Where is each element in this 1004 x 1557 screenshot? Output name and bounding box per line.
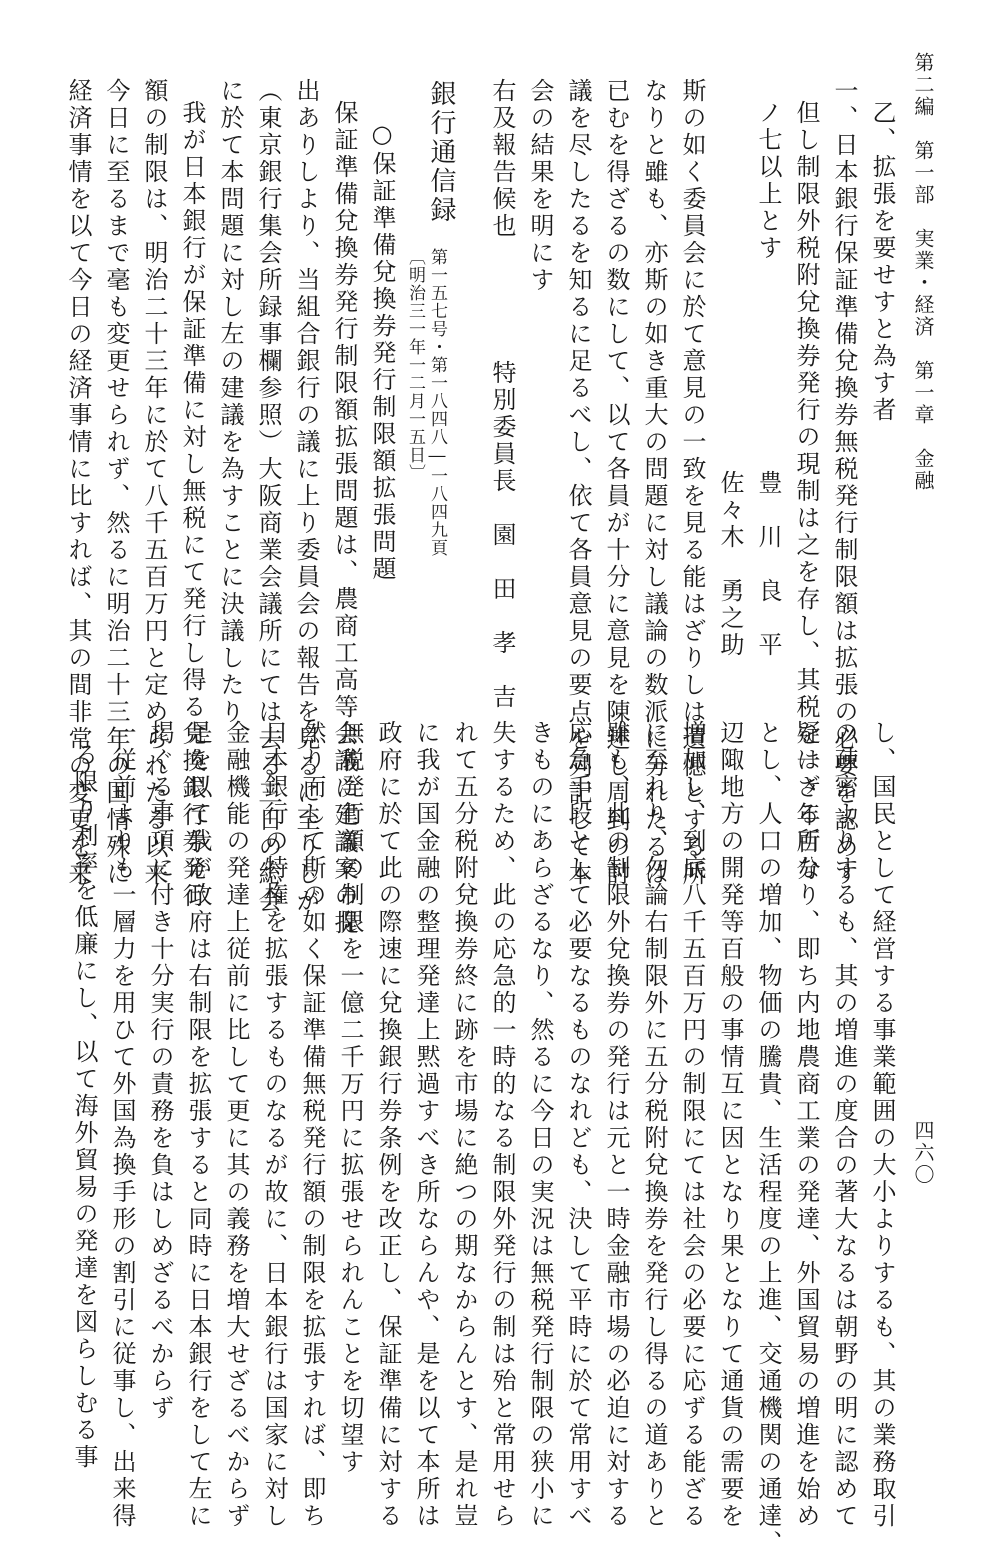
paragraph-line: 雖も、此の制限外兌換券の発行は元と一時金融市場の必迫に対する xyxy=(602,720,630,1530)
paragraph-line: の疎密よりするも、其の増進の度合の著大なるは朝野の明に認めて xyxy=(830,720,858,1530)
paragraph-line: 無税発行額の制限を一億二千万円に拡張せられんことを切望す xyxy=(336,720,364,1476)
paragraph-line: に至れり、勿論右制限外に五分税附兌換券を発行し得るの道ありと xyxy=(640,720,668,1530)
citation-date: 〔明治三一年一二月一五日〕 xyxy=(405,248,425,482)
section-title: 銀行通信録 xyxy=(426,80,456,225)
paragraph-line: 我が日本銀行が保証準備に対し無税にて発行し得る兌換銀行券発行 xyxy=(178,100,206,910)
paragraph-line: 疑はざる所なり、即ち内地農商工業の発達、外国貿易の増進を始め xyxy=(792,720,820,1530)
paragraph-line: とし、人口の増加、物価の騰貴、生活程度の上進、交通機関の通達、 xyxy=(754,720,782,1557)
paragraph-line: に我が国金融の整理発達上黙過すべき所ならんや、是を以て本所は xyxy=(412,720,440,1530)
paragraph-line: 掲ぐる事項に付き十分実行の責務を負はしめざるべからず xyxy=(146,720,174,1422)
paragraph-line: 経済事情を以て今日の経済事情に比すれば、其の間非常の変更を来 xyxy=(64,78,92,888)
paragraph-line: 失するため、此の応急的一時的なる制限外発行の制は殆と常用せら xyxy=(488,720,516,1530)
paragraph-line: 増加し、到底八千五百万円の制限にては社会の必要に応ずる能ざる xyxy=(678,720,706,1530)
subtitle-b: 乙、拡張を要せすと為す者 xyxy=(868,100,896,424)
paragraph-line: 日本銀行の特権を拡張するものなるが故に、日本銀行は国家に対し xyxy=(260,720,288,1530)
paragraph-line: 応急手段として必要なるものなれども、決して平時に於て常用すべ xyxy=(564,720,592,1530)
topic-heading: ○保証準備兌換券発行制限額拡張問題 xyxy=(368,120,396,583)
body-line: なりと雖も、亦斯の如き重大の問題に対し議論の数派に分れたるは xyxy=(640,78,668,888)
item1-line2: 但し制限外税附兌換券発行の現制は之を存し、其税を一ヶ年百分 xyxy=(792,100,820,883)
committee-chair: 特別委員長 園 田 孝 吉 xyxy=(488,360,516,711)
report-line: 右及報告候也 xyxy=(488,78,516,240)
body-line: 会の結果を明にす xyxy=(526,78,554,294)
paragraph-line: る限り利率を低廉にし、以て海外貿易の発達を図らしむる事 xyxy=(70,742,98,1471)
paragraph-line: れて五分税附兌換券終に跡を市場に絶つの期なからんとす、是れ豈 xyxy=(450,720,478,1530)
paragraph-line: し、国民として経営する事業範囲の大小よりするも、其の業務取引 xyxy=(868,720,896,1530)
running-title: 第二編 第一部 実業・経済 第一章 金融 xyxy=(911,52,935,492)
page-number: 四六〇 xyxy=(911,1120,935,1186)
paragraph-line: 保証準備兌換券発行制限額拡張問題は、農商工高等会議に建議案の提 xyxy=(330,100,358,937)
paragraph-line: 辺陬地方の開発等百般の事情互に因となり果となりて通貨の需要を xyxy=(716,720,744,1530)
body-line: 議を尽したるを知るに足るべし、依て各員意見の要点を列記して本 xyxy=(564,78,592,888)
body-line: 已むを得ざるの数にして、以て各員が十分に意見を陳述し周到の討 xyxy=(602,78,630,888)
member-sasaki: 佐々木 勇之助 xyxy=(716,470,744,659)
paragraph-line: 是を以て我が政府は右制限を拡張すると同時に日本銀行をして左に xyxy=(184,720,212,1530)
paragraph-line: きものにあらざるなり、然るに今日の実況は無税発行制限の狭小に xyxy=(526,720,554,1530)
body-line: 斯の如く委員会に於て意見の一致を見る能はざりしは遺憾とする所 xyxy=(678,78,706,888)
paragraph-line: 額の制限は、明治二十三年に於て八千五百万円と定められたる以来 xyxy=(140,78,168,888)
item1-line3: ノ七以上とす xyxy=(754,100,782,262)
paragraph-line: 今日に至るまで毫も変更せられず、然るに明治二十三年の国情殊に xyxy=(102,78,130,888)
paragraph-line: 然り而して斯の如く保証準備無税発行額の制限を拡張すれば、即ち xyxy=(298,720,326,1530)
paragraph-line: 金融機能の発達上従前に比して更に其の義務を増大せざるべからず xyxy=(222,720,250,1530)
paragraph-line: に於て本問題に対し左の建議を為すことに決議したり xyxy=(216,78,244,726)
paragraph-line: 政府に於て此の際速に兌換銀行券条例を改正し、保証準備に対する xyxy=(374,720,402,1530)
paragraph-line: （東京銀行集会所録事欄参照）大阪商業会議所にては去る三日の総会 xyxy=(254,78,282,915)
paragraph-line: 出ありしより、当組合銀行の議に上り委員会の報告を見るに至りしが xyxy=(292,78,320,915)
citation: 第一五七号・第一八四八―一八四九頁 xyxy=(427,248,447,557)
member-toyokawa: 豊 川 良 平 xyxy=(754,470,782,659)
paragraph-line: 一従前よりも一層力を用ひて外国為換手形の割引に従事し、出来得 xyxy=(108,720,136,1530)
item1-line1: 一、日本銀行保証準備兌換券無税発行制限額は拡張の必要を認めす xyxy=(830,78,858,888)
